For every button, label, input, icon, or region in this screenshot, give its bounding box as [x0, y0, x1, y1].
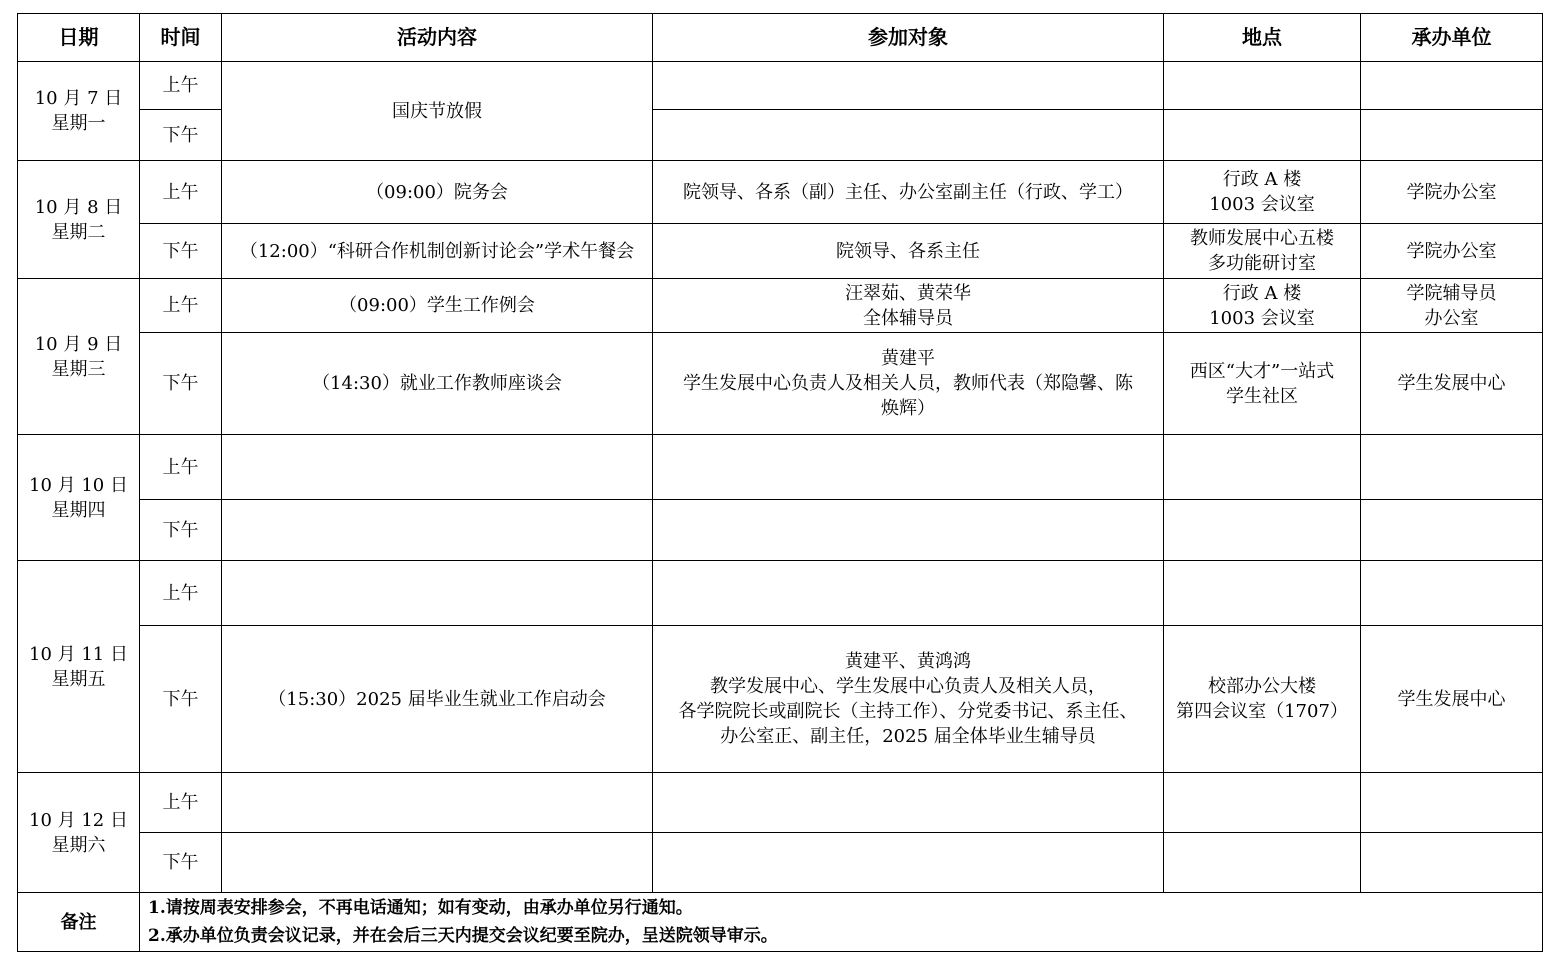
cell-line: 院领导、各系主任 — [836, 240, 980, 262]
location-cell — [1164, 161, 1361, 224]
time-cell-pm: 下午 — [140, 333, 222, 435]
weekday-label: 星期四 — [51, 499, 106, 521]
cell-line: 校部办公大楼 — [1208, 676, 1316, 697]
participants-cell — [653, 435, 1164, 500]
date-cell — [18, 62, 140, 161]
participants-cell — [653, 224, 1164, 279]
table-row — [18, 279, 1543, 333]
location-cell — [1164, 62, 1361, 110]
time-cell-am: 上午 — [140, 62, 222, 110]
cell-line: 1003 会议室 — [1209, 194, 1315, 215]
location-cell — [1164, 110, 1361, 161]
cell-line: 西区“大才”一站式 — [1189, 360, 1335, 382]
activity-cell — [222, 500, 653, 561]
location-cell — [1164, 435, 1361, 500]
cell-line: 学生发展中心 — [1397, 688, 1506, 710]
remarks-text — [140, 893, 1543, 952]
cell-line: 办公室 — [1424, 307, 1479, 329]
participants-cell — [653, 333, 1164, 435]
participants-cell — [653, 279, 1164, 333]
activity-cell — [222, 773, 653, 833]
organizer-cell — [1361, 435, 1543, 500]
weekday-label: 星期二 — [51, 221, 106, 243]
organizer-cell — [1361, 333, 1543, 435]
activity-cell: （09:00）学生工作例会 — [222, 279, 653, 333]
participants-cell — [653, 773, 1164, 833]
cell-line: 学生发展中心负责人及相关人员，教师代表（郑隐馨、陈 — [683, 373, 1133, 394]
organizer-cell — [1361, 161, 1543, 224]
participants-cell — [653, 561, 1164, 626]
time-cell-pm: 下午 — [140, 110, 222, 161]
date-cell — [18, 161, 140, 279]
cell-line: 焕辉） — [881, 398, 935, 419]
organizer-cell — [1361, 561, 1543, 626]
remark-line: 2.承办单位负责会议记录，并在会后三天内提交会议纪要至院办，呈送院领导审示。 — [148, 926, 778, 946]
table-row — [18, 773, 1543, 833]
table-row — [18, 224, 1543, 279]
table-row — [18, 62, 1543, 110]
time-cell-pm: 下午 — [140, 224, 222, 279]
remarks-row — [18, 893, 1543, 952]
cell-line: 1003 会议室 — [1209, 307, 1315, 329]
weekday-label: 星期一 — [51, 113, 106, 134]
activity-cell: （15:30）2025 届毕业生就业工作启动会 — [222, 626, 653, 773]
location-cell — [1164, 224, 1361, 279]
cell-line: 学院辅导员 — [1406, 282, 1497, 304]
table-row — [18, 500, 1543, 561]
remarks-label: 备注 — [18, 893, 140, 952]
weekday-label: 星期三 — [51, 358, 106, 380]
location-cell — [1164, 333, 1361, 435]
participants-cell — [653, 161, 1164, 224]
time-cell-pm: 下午 — [140, 626, 222, 773]
activity-cell — [222, 561, 653, 626]
table-row — [18, 833, 1543, 893]
table-row — [18, 333, 1543, 435]
activity-cell: （09:00）院务会 — [222, 161, 653, 224]
cell-line: 学院办公室 — [1406, 181, 1497, 203]
activity-cell — [222, 435, 653, 500]
cell-line: 各学院院长或副院长（主持工作）、分党委书记、系主任、 — [678, 701, 1138, 722]
organizer-cell — [1361, 500, 1543, 561]
weekly-schedule-table — [17, 13, 1543, 952]
location-cell — [1164, 500, 1361, 561]
activity-cell: 国庆节放假 — [222, 62, 653, 161]
cell-line: 多功能研讨室 — [1208, 253, 1316, 274]
time-cell-am: 上午 — [140, 161, 222, 224]
cell-line: 学院办公室 — [1406, 240, 1497, 262]
table-row — [18, 161, 1543, 224]
date-label: 10 月 10 日 — [29, 474, 128, 496]
location-cell — [1164, 773, 1361, 833]
table-row — [18, 561, 1543, 626]
header-organizer: 承办单位 — [1361, 14, 1543, 62]
cell-line: 学生发展中心 — [1397, 373, 1506, 394]
organizer-cell — [1361, 833, 1543, 893]
cell-line: 黄建平 — [881, 348, 935, 369]
time-cell-am: 上午 — [140, 561, 222, 626]
date-label: 10 月 8 日 — [34, 196, 123, 218]
cell-line: 行政 A 楼 — [1222, 169, 1302, 190]
location-cell — [1164, 833, 1361, 893]
date-label: 10 月 9 日 — [34, 333, 123, 355]
organizer-cell — [1361, 110, 1543, 161]
time-cell-am: 上午 — [140, 435, 222, 500]
table-row — [18, 435, 1543, 500]
header-location: 地点 — [1164, 14, 1361, 62]
organizer-cell — [1361, 626, 1543, 773]
participants-cell — [653, 833, 1164, 893]
organizer-cell — [1361, 773, 1543, 833]
cell-line: 教师发展中心五楼 — [1190, 228, 1334, 249]
participants-cell — [653, 500, 1164, 561]
date-cell — [18, 279, 140, 435]
cell-line: 全体辅导员 — [863, 307, 953, 329]
header-time: 时间 — [140, 14, 222, 62]
participants-cell — [653, 110, 1164, 161]
cell-line: 黄建平、黄鸿鸿 — [845, 651, 971, 672]
cell-line: 院领导、各系（副）主任、办公室副主任（行政、学工） — [683, 181, 1133, 203]
date-cell — [18, 435, 140, 561]
header-date: 日期 — [18, 14, 140, 62]
header-row — [18, 14, 1543, 62]
cell-line: 汪翠茹、黄荣华 — [845, 282, 971, 304]
organizer-cell — [1361, 224, 1543, 279]
cell-line: 行政 A 楼 — [1222, 282, 1302, 304]
cell-line: 教学发展中心、学生发展中心负责人及相关人员， — [710, 676, 1106, 697]
date-label: 10 月 12 日 — [29, 809, 128, 831]
participants-cell — [653, 62, 1164, 110]
date-cell — [18, 773, 140, 893]
activity-cell — [222, 833, 653, 893]
cell-line: 办公室正、副主任，2025 届全体毕业生辅导员 — [720, 726, 1096, 747]
header-participants: 参加对象 — [653, 14, 1164, 62]
cell-line: 第四会议室（1707） — [1176, 701, 1348, 722]
time-cell-pm: 下午 — [140, 500, 222, 561]
remark-line: 1.请按周表安排参会，不再电话通知；如有变动，由承办单位另行通知。 — [148, 898, 693, 918]
weekday-label: 星期六 — [51, 834, 106, 856]
activity-cell: （14:30）就业工作教师座谈会 — [222, 333, 653, 435]
date-cell — [18, 561, 140, 773]
organizer-cell — [1361, 62, 1543, 110]
participants-cell — [653, 626, 1164, 773]
time-cell-am: 上午 — [140, 279, 222, 333]
time-cell-pm: 下午 — [140, 833, 222, 893]
date-label: 10 月 7 日 — [34, 88, 123, 109]
cell-line: 学生社区 — [1226, 385, 1298, 407]
schedule-body — [18, 62, 1543, 893]
weekday-label: 星期五 — [51, 668, 106, 690]
location-cell — [1164, 561, 1361, 626]
location-cell — [1164, 626, 1361, 773]
location-cell — [1164, 279, 1361, 333]
table-row — [18, 626, 1543, 773]
activity-cell: （12:00）“科研合作机制创新讨论会”学术午餐会 — [222, 224, 653, 279]
organizer-cell — [1361, 279, 1543, 333]
header-activity: 活动内容 — [222, 14, 653, 62]
time-cell-am: 上午 — [140, 773, 222, 833]
date-label: 10 月 11 日 — [29, 643, 128, 665]
